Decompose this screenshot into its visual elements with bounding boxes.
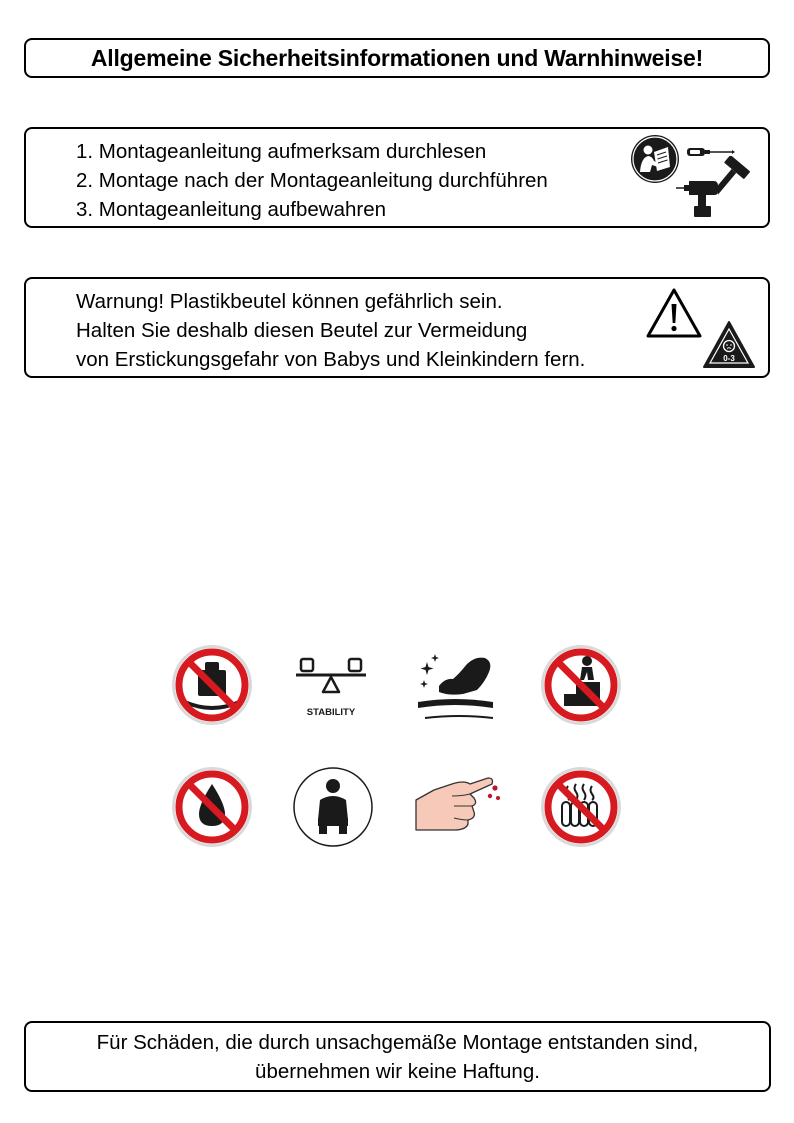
assembly-steps-list: [76, 137, 548, 224]
no-climbing-icon: [540, 644, 622, 726]
pinch-injury-icon: [414, 774, 504, 834]
title-box: [24, 38, 770, 78]
page-title: Allgemeine Sicherheitsinformationen und Warnhinweise!: [90, 44, 704, 71]
assembly-step: 1. Montageanleitung aufmerksam durchlesen: [76, 140, 487, 163]
no-water-icon: [171, 766, 253, 848]
liability-disclaimer-box: [24, 1021, 771, 1092]
clean-surface-icon: [415, 652, 497, 724]
assembly-step: 3. Montageanleitung aufbewahren: [76, 198, 387, 221]
liability-line: Für Schäden, die durch unsachgemäße Montage entstanden sind,: [96, 1030, 699, 1054]
read-manual-icon: [630, 134, 680, 184]
liability-line: übernehmen wir keine Haftung.: [255, 1059, 540, 1083]
warning-line: Warnung! Plastikbeutel können gefährlich sein.: [76, 290, 503, 313]
warning-line: von Erstickungsgefahr von Babys und Kleinkindern fern.: [76, 348, 586, 371]
age-label: 0-3: [723, 354, 735, 363]
age-0-3-warning-icon: [702, 320, 756, 370]
warning-triangle-icon: [645, 287, 703, 339]
drill-icon: [676, 178, 720, 218]
assembly-step: 2. Montage nach der Montageanleitung durchführen: [76, 169, 548, 192]
stability-label: STABILITY: [306, 707, 356, 718]
no-overload-icon: [171, 644, 253, 726]
stability-icon: [293, 655, 369, 721]
warning-line: Halten Sie deshalb diesen Beutel zur Vermeidung: [76, 319, 528, 342]
adult-assembly-icon: [292, 766, 374, 848]
no-heat-source-icon: [540, 766, 622, 848]
warning-text: [76, 287, 585, 374]
hammer-icon: [718, 156, 760, 200]
